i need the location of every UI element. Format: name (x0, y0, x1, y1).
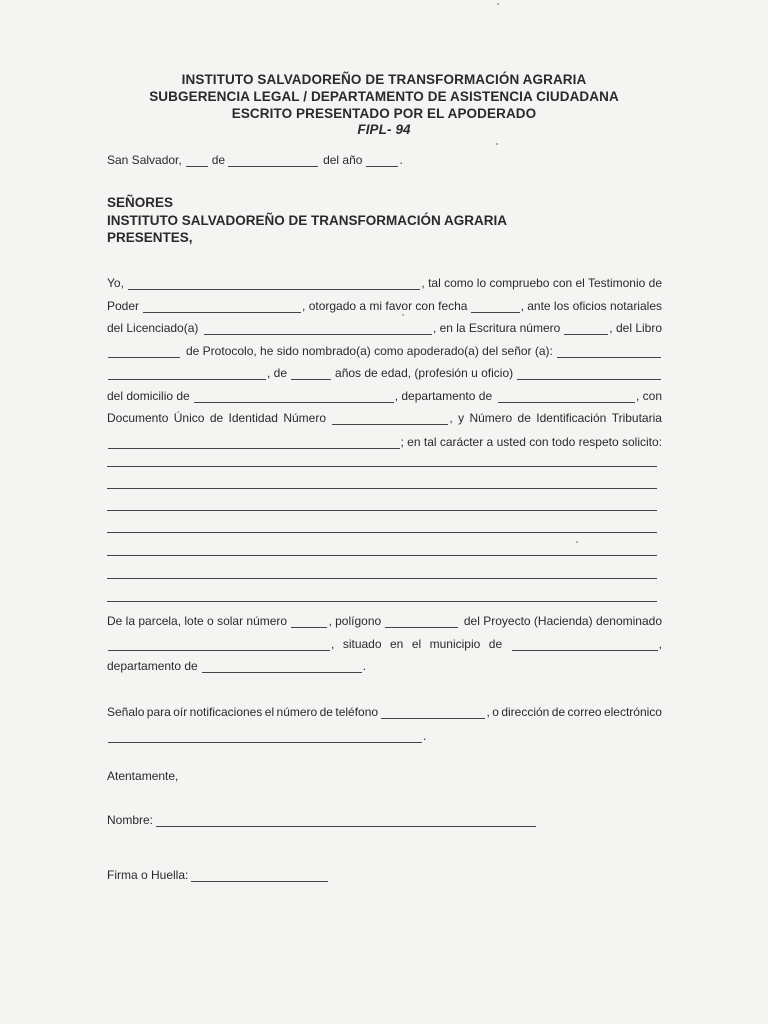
parcela-numero-field[interactable] (291, 616, 327, 628)
body-text: , del Libro (609, 321, 662, 335)
proyecto-group (107, 637, 334, 651)
fecha-field[interactable] (471, 301, 519, 313)
scan-speck (497, 3, 499, 5)
request-line-5[interactable] (107, 555, 657, 556)
body-text: de (551, 705, 566, 719)
request-line-3[interactable] (107, 510, 657, 511)
body-text: para (146, 705, 171, 719)
body-text: , polígono (328, 614, 382, 628)
firma-label: Firma o Huella: (107, 868, 189, 882)
body-text: electrónico (603, 705, 662, 719)
body-text: municipio (429, 637, 481, 651)
dui-field[interactable] (332, 413, 448, 425)
nombre-field[interactable] (156, 815, 536, 827)
escritura-numero-field[interactable] (564, 323, 608, 335)
body-text: departamento de (107, 659, 198, 673)
request-line-1[interactable] (107, 466, 657, 467)
body-line-2 (107, 296, 662, 313)
body-text: , con (635, 389, 662, 403)
request-line-4[interactable] (107, 532, 657, 533)
parcel-line-2 (107, 634, 662, 651)
body-text: del Proyecto (Hacienda) denominado (463, 614, 662, 628)
dui-group (331, 411, 452, 425)
body-text: , (486, 705, 490, 719)
body-line-4 (107, 341, 662, 358)
date-de: de (211, 153, 226, 167)
body-text: notificaciones (189, 705, 263, 719)
request-line-7[interactable] (107, 601, 657, 602)
nombre-line (107, 810, 537, 827)
body-text: número (276, 705, 318, 719)
month-field[interactable] (228, 155, 318, 167)
body-text: dirección (501, 705, 550, 719)
body-line-1 (107, 273, 662, 290)
request-line-6[interactable] (107, 578, 657, 579)
body-text: del domicilio de (107, 389, 190, 403)
body-text: de (517, 411, 531, 425)
scan-speck (576, 541, 578, 543)
closing-atentamente: Atentamente, (107, 769, 179, 783)
date-line (107, 150, 407, 167)
body-line-6 (107, 386, 662, 403)
departamento-field[interactable] (498, 391, 635, 403)
senor-name-cont-field[interactable] (108, 368, 266, 380)
body-text: de Protocolo, he sido nombrado(a) como apoderado(a) del señor (a): (186, 344, 553, 358)
body-text: , tal como lo compruebo con el Testimonio de (421, 276, 662, 290)
body-text: teléfono (335, 705, 379, 719)
body-text: Número (283, 411, 326, 425)
body-text: . (423, 729, 427, 743)
addressee-institute: INSTITUTO SALVADOREÑO DE TRANSFORMACIÓN AGRARIA (107, 213, 507, 228)
body-text: en (389, 637, 404, 651)
body-line-3 (107, 318, 662, 335)
body-text: Número (469, 411, 513, 425)
body-text: de (209, 411, 224, 425)
poligono-field[interactable] (385, 616, 458, 628)
addressee-senores: SEÑORES (107, 195, 174, 210)
licenciado-field[interactable] (204, 323, 432, 335)
municipio-field[interactable] (512, 639, 658, 651)
poder-field[interactable] (143, 301, 301, 313)
body-text: . (362, 659, 367, 673)
body-text: Documento (107, 411, 169, 425)
date-city: San Salvador, (107, 153, 182, 167)
body-text: situado (342, 637, 382, 651)
body-text: , (449, 411, 453, 425)
nombre-label: Nombre: (107, 813, 154, 827)
body-text: , (331, 637, 335, 651)
body-text: Tributaria (611, 411, 662, 425)
header-title: ESCRITO PRESENTADO POR EL APODERADO (231, 106, 537, 121)
notifications-line-1 (107, 702, 662, 719)
body-line-7 (107, 408, 662, 425)
body-text: Identidad (228, 411, 278, 425)
body-text: y (458, 411, 465, 425)
body-text: oír (173, 705, 188, 719)
senor-field[interactable] (557, 346, 661, 358)
body-text: , en la Escritura número (432, 321, 561, 335)
body-text: Señalo (107, 705, 145, 719)
date-end: . (399, 153, 403, 167)
nit-field[interactable] (108, 437, 400, 449)
year-field[interactable] (366, 155, 398, 167)
body-text: años de edad, (profesión u oficio) (335, 366, 514, 380)
firma-line (107, 865, 329, 882)
body-text: , departamento de (394, 389, 493, 403)
municipio-group (511, 637, 662, 651)
day-field[interactable] (186, 155, 208, 167)
firma-field[interactable] (191, 870, 328, 882)
body-text: , de (267, 366, 288, 380)
proyecto-field[interactable] (108, 639, 330, 651)
telefono-group (380, 705, 489, 719)
body-line-5 (107, 363, 662, 380)
body-text: del Licenciado(a) (107, 321, 199, 335)
body-text: o (492, 705, 499, 719)
body-text: Poder (107, 299, 140, 313)
body-text: el (411, 637, 422, 651)
header-institute: INSTITUTO SALVADOREÑO DE TRANSFORMACIÓN AGRARIA (181, 72, 587, 87)
name-field[interactable] (128, 278, 421, 290)
libro-field[interactable] (108, 346, 180, 358)
scan-speck (402, 314, 404, 316)
body-line-8 (107, 432, 662, 449)
header-subgerencia: SUBGERENCIA LEGAL / DEPARTAMENTO DE ASISTENCIA CIUDADANA (149, 89, 619, 104)
body-yo: Yo, (107, 276, 124, 290)
edad-field[interactable] (291, 368, 331, 380)
parcel-departamento-field[interactable] (202, 661, 362, 673)
body-text: el (264, 705, 275, 719)
body-text: de (319, 705, 333, 719)
form-code: FIPL- 94 (357, 122, 411, 137)
parcel-line-1 (107, 611, 662, 628)
body-text: Único (173, 411, 205, 425)
notifications-line-2 (107, 726, 662, 743)
email-field[interactable] (108, 731, 422, 743)
telefono-field[interactable] (381, 707, 485, 719)
request-line-2[interactable] (107, 488, 657, 489)
addressee-presentes: PRESENTES, (107, 230, 193, 245)
body-text: de (488, 637, 503, 651)
body-text: , ante los oficios notariales (520, 299, 662, 313)
body-text: ; en tal carácter a usted con todo respeto solicito: (400, 435, 662, 449)
body-text: De la parcela, lote o solar número (107, 614, 288, 628)
body-text: Identificación (536, 411, 607, 425)
date-del-ano: del año (323, 153, 363, 167)
parcel-line-3 (107, 656, 662, 673)
body-text: correo (567, 705, 602, 719)
scan-speck (496, 143, 498, 145)
body-text: , (658, 637, 662, 651)
domicilio-field[interactable] (194, 391, 394, 403)
body-text: , otorgado a mi favor con fecha (302, 299, 468, 313)
profesion-field[interactable] (517, 368, 661, 380)
